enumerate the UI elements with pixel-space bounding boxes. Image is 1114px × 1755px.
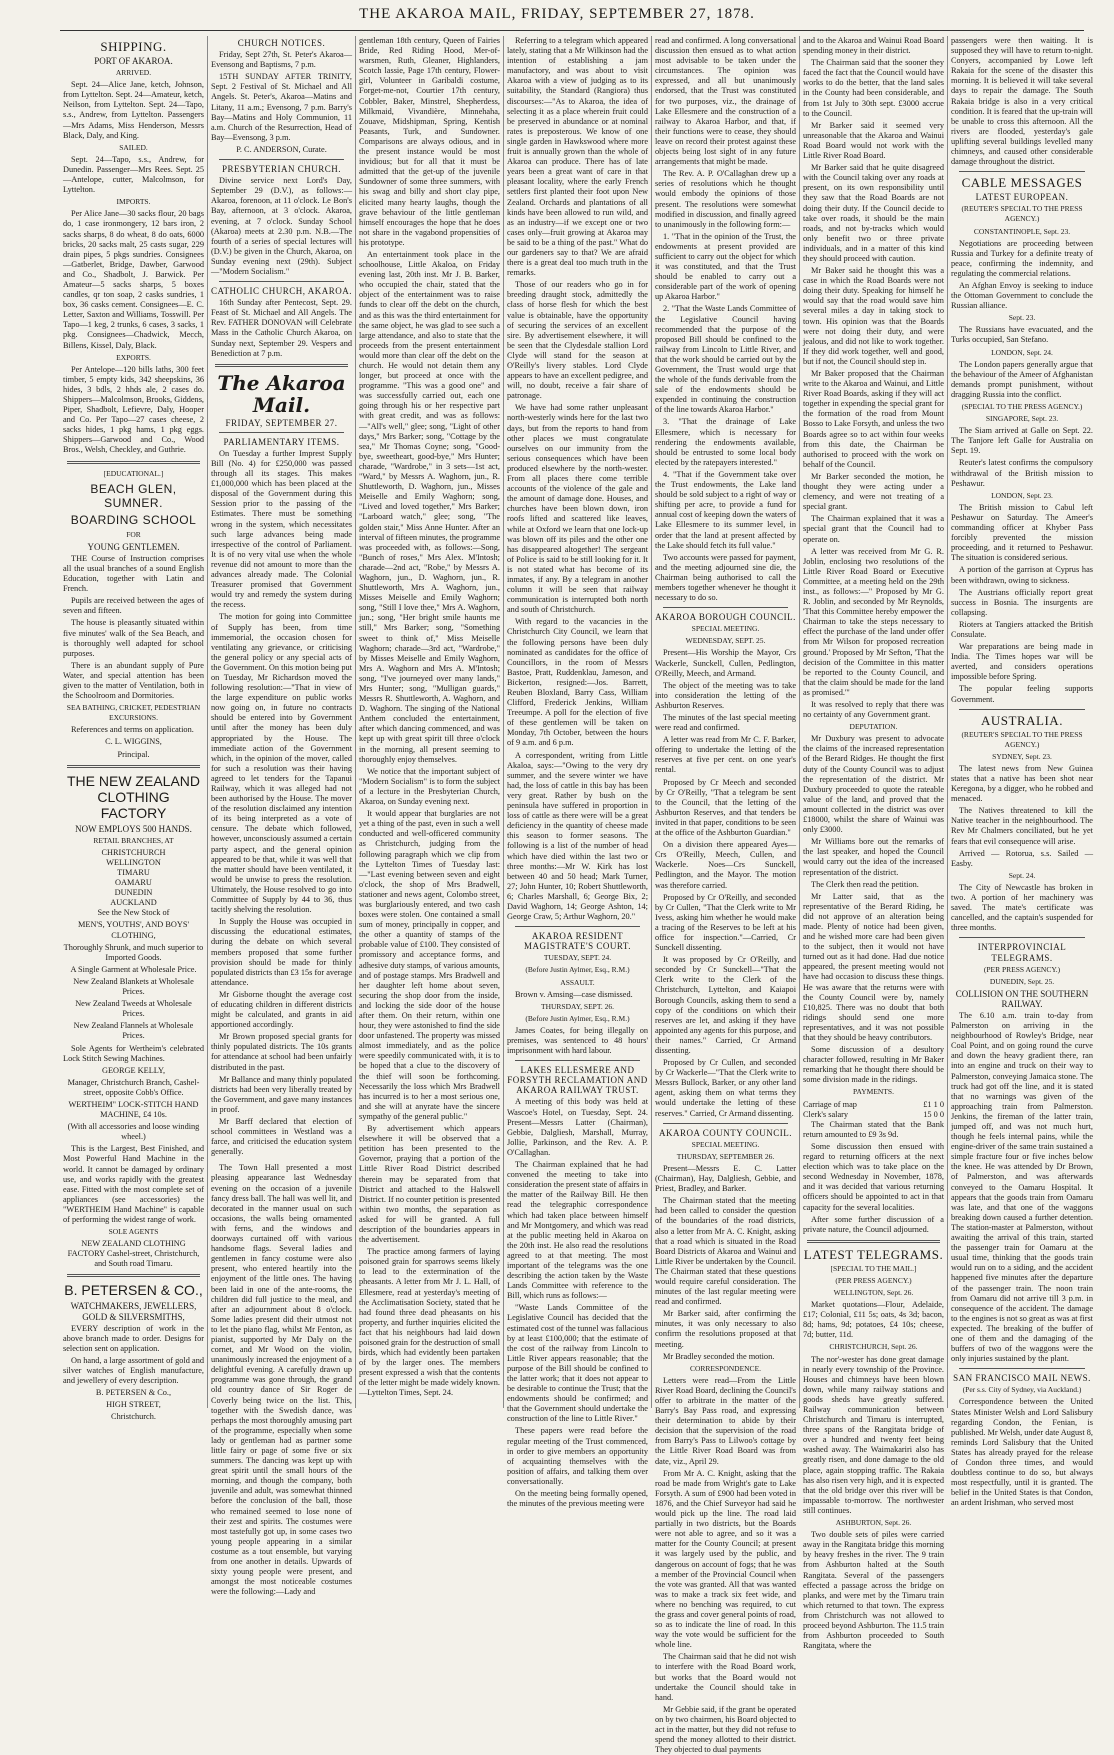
county-text-cont: Mr Baker said he thought this was a case in which the Road Boards were not doing their duty. Speaking for himself he would say that the road would save him several miles a day in taking stock to town. His opinion was that the Boards were not doing their duty, and were jealous, and did not like to work together. If they did work together, well and good, but if not, the Council should step in.	[803, 266, 944, 366]
borough-text: Proposed by Cr Meech and seconded by Cr O'Reilly, "That a telegram be sent to the Council, that the letting of the Ashburton Reserves, and that tenders be invited in that paper, conditions to be seen at the office of the Ashburton Guardian."	[655, 777, 796, 838]
lakes-text-2: The Chairman explained that he had convened the meeting to take into consideration the present state of affairs in the matter of the Railway Bill. He then read the telegraphic correspondence which had taken place between himself and Mr Montgomery, and which was read at the public meeting held in Akaroa on the 20th inst. He also read the resolutions agreed to at that meeting. The most important of the telegrams was the one describing the action taken by the Waste Lands Committee with reference to the Bill, which runs as follows:—	[507, 1160, 648, 1301]
article-text: Those of our readers who go in for breeding draught stock, admittedly the class of horse flesh for which the best value is obtainable, have the opportunity of securing the services of an excellent sire. By advertisement elsewhere, it will be seen that the Clydesdale stallion Lord Clyde will stand for the season at O'Reilly's livery stables. Lord Clyde appears to have an excellent pedigree, and will, no doubt, receive a fair share of patronage.	[507, 280, 648, 401]
cable-dateline: LONDON, Sept. 23.	[991, 490, 1053, 500]
borough-sub: SPECIAL MEETING.	[691, 624, 760, 634]
telegram-dateline: WELLINGTON, Sept. 26.	[833, 1287, 914, 1297]
masthead: The Akaroa Mail.	[217, 370, 346, 417]
cable-text: An Afghan Envoy is seeking to induce the Ottoman Government to conclude the Russian alliance.	[951, 280, 1093, 311]
petersen-signature: B. PETERSEN & Co.,	[95, 1388, 172, 1398]
county-text-cont: Some discussion then ensued with regard to returning officers at the next election which was to take place on the second Wednesday in November, 1878, and it was decided that various returning officers should be appointed to act in that capacity for the several localities.	[803, 1141, 944, 1212]
clothing-employs: NOW EMPLOYS 500 HANDS.	[75, 823, 192, 834]
cable-text: Rioters at Tangiers attacked the British Consulate.	[951, 619, 1093, 639]
borough-text: The minutes of the last special meeting were read and confirmed.	[655, 713, 796, 733]
divider	[959, 1368, 1085, 1369]
presbyterian-heading: PRESBYTERIAN CHURCH.	[221, 164, 341, 175]
town-list	[63, 848, 204, 909]
cable-text: War preparations are being made in India. The Times hopes war will be averted, and considers operations impossible before Spring.	[951, 642, 1093, 682]
australia-heading: AUSTRALIA.	[981, 712, 1063, 728]
column-2	[208, 36, 356, 1597]
lakes-text-3: "Waste Lands Committee of the Legislative Council has decided that the estimated cost of the tunnel was fallacious by at least £100,000; that the estimate of the cost of the railway from Lincoln to Little River appears reasonable; that the purpose of the Bill should be confined to the latter work; that it does not appear to be desirable to continue the Trust; that the endowments should be confirmed; and that the Government should undertake the construction of the line to Little River."	[507, 1303, 648, 1424]
county-text: The Chairman said that he did not wish to interfere with the Road Board work, but works that the Board would not undertake the Council should take in hand.	[655, 1652, 796, 1702]
divider	[959, 171, 1085, 172]
clothing-stock-2: MEN'S, YOUTHS', AND BOYS' CLOTHING,	[78, 920, 189, 940]
magistrate-before-1: (Before Justin Aylmer, Esq., R.M.)	[525, 965, 630, 975]
lakes-text-4: These papers were read before the regular meeting of the Trust commenced, in order to give members an opportunity of acquainting themselves with the position of affairs, and talking them over conversationally.	[507, 1426, 648, 1486]
borough-heading: AKAROA BOROUGH COUNCIL.	[655, 612, 796, 623]
borough-text: Proposed by Cr Cullen, and seconded by Cr Wackerle—"That the Clerk write to Messrs Bullock, Barker, or any other land agent, asking them on what terms they would undertake the letting of these reserves." Carried, Cr Armand dissenting.	[655, 1058, 796, 1118]
county-text-cont: Mr Baker proposed that the Chairman write to the Akaroa and Wainui, and Little River Road Boards, asking if they will act together in expending the special grant for the formation of the road from Mount Bosso to Lake Forsyth, and unless the two Boards agree so to act within four weeks from this date, the Chairman be authorised to proceed with the work on behalf of the Council.	[803, 369, 944, 469]
lakes-text-1: A meeting of this body was held at Wascoe's Hotel, on Tuesday, Sept. 24. Present—Messrs Latter (Chairman), Gebbie, Dalgliesh, Marshall, Murray, Jollie, Parkinson, and the Rev. A. P. O'Callaghan.	[507, 1097, 648, 1157]
county-text: Mr Gebbie said, if the grant be operated on by two chairmen, his Board objected to act in the matter, but they did not refuse to spend the money allotted to their district. They objected to dual payments	[655, 1704, 797, 1755]
church-notices-text-2: 15TH SUNDAY AFTER TRINITY, Sept. 2 Festival of St. Michael and All Angels. St. Peter's, Akaroa—Matins and Litany, 11 a.m.; Evensong, 7 p.m. Barry's Bay—Matins and Holy Communion, 11 a.m. Church of the Resurrection, Head of Bay—Evensong, 3 p.m.	[211, 72, 352, 142]
borough-text: Present—His Worship the Mayor, Crs Wackerle, Sunckell, Cullen, Pedlington, O'Reilly, Meech, and Armand.	[655, 648, 796, 678]
magistrate-date-2: THURSDAY, SEPT. 26.	[540, 1001, 614, 1011]
county-text-cont: It was resolved to reply that there was no certainty of any Government grant.	[803, 700, 944, 720]
county-text: The Chairman stated that the meeting had been called to consider the question of the boundaries of the road districts, also a letter from Mr A. C. Knight, asking that a road which is situated in the Road Board Districts of Akaroa and Wainui and Little River be undertaken by the Council. The Chairman stated that these questions would require careful consideration. The minutes of the last regular meeting were read and confirmed.	[655, 1196, 796, 1307]
county-text: Mr Bradley seconded the motion.	[663, 1351, 775, 1361]
article-text: The practice among farmers of laying poisoned grain for sparrows seems likely to lead to the extermination of the pheasants. A letter from Mr J. L. Hall, of Ellesmere, read at yesterday's meeting of the Acclimatisation Society, stated that he had found three dead pheasants on his property, and further inquiries elicited the fact that his neighbours had laid down poisoned grain for the destruction of small birds, which had evidently been partaken of by the larger ones. The members present expressed a wish that the contents of the letter might be made widely known.—Lyttelton Times, Sept. 24.	[359, 1247, 501, 1398]
telegram-text: The nor'-wester has done great damage in nearly every township of the Province. Houses and chimneys have been blown down, while many railway stations and goods sheds have greatly suffered. Railway communication between Christchurch and Timaru is interrupted, three spans of the Rangitata bridge of over a hundred and twenty feet being washed away. The Waimakariri also has greatly risen, and done damage to the old place, again stopping traffic. The Rakaia has also risen very high, and it is expected that the old bridge over this river will be impassable to-morrow. The northwester still continues.	[803, 1354, 944, 1515]
divider	[959, 709, 1085, 710]
sole-agents: SOLE AGENTS	[108, 1227, 159, 1237]
petersen-city: Christchurch.	[111, 1412, 156, 1422]
cable-dateline: CONSTANTINOPLE, Sept. 23.	[973, 226, 1071, 236]
telegram-text-cont: passengers were then waiting. It is supposed they will have to return to-night. Conyers, accompanied by Lowe left Rakaia for the scene of the disaster this morning. It is believed it will take several days to repair the damage. The South Rakaia bridge is also in a very critical condition. It is feared that the up-train will be unable to cross this afternoon. All the rivers are flooded, yesterday's gale uplifting several buildings levelled many chimneys, and caused other considerable damage throughout the district.	[951, 36, 1093, 167]
school-text-4: There is an abundant supply of Pure Water, and special attention has been given to the matter of Ventilation, both in the Schoolroom and Dormitories.	[63, 660, 204, 701]
magistrate-assault: ASSAULT.	[560, 977, 595, 987]
petersen-address: HIGH STREET,	[106, 1400, 161, 1410]
parliamentary-text-7: Mr Barff declared that election of school committees in Westland was a farce, and criticised the education system generally.	[211, 1117, 352, 1157]
clothing-factory-title: THE NEW ZEALAND CLOTHING FACTORY	[66, 772, 200, 821]
catholic-heading: CATHOLIC CHURCH, AKAROA.	[211, 286, 353, 297]
county-text-cont: and to the Akaroa and Wainui Road Board spending money in their district.	[803, 36, 944, 56]
county-text: Present—Messrs E. C. Latter (Chairman), Hay, Dalgliesh, Gebbie, and Priest, Bradley, and Barker.	[655, 1163, 796, 1194]
divider	[219, 159, 344, 160]
australia-reuter: (REUTER'S SPECIAL TO THE PRESS AGENCY.)	[961, 729, 1083, 749]
cable-sub: LATEST EUROPEAN.	[975, 192, 1069, 203]
clothing-single: A Single Garment at Wholesale Price.	[70, 964, 197, 974]
lakes-text-cont: read and confirmed. A long conversational discussion then ensued as to what action most advisable to be taken under the circumstances. The opinion was expressed, and all but unanimously endorsed, that the Trust was constituted for two purposes, viz., the drainage of Lake Ellesmere and the construction of a railway to Akaroa Harbor, and that, if their functions were to cease, they should leave on record their protest against these objects being lost sight of in any future arrangements that might be made.	[655, 36, 797, 167]
parliamentary-heading: PARLIAMENTARY ITEMS.	[223, 436, 340, 447]
town-item: AUCKLAND	[110, 898, 157, 908]
town-item: OAMARU	[115, 878, 152, 888]
county-sub: SPECIAL MEETING.	[691, 1139, 760, 1149]
school-principal-title: Principal.	[117, 749, 150, 759]
church-notices-heading: CHURCH NOTICES.	[237, 38, 326, 48]
school-name: BEACH GLEN, SUMNER.	[90, 481, 177, 510]
cable-text: Reuter's latest confirms the compulsory withdrawal of the British mission to Peshawur.	[951, 458, 1093, 488]
cable-dateline: Sept. 23.	[1008, 313, 1036, 323]
resolution-1: 1. "That in the opinion of the Trust, the endowments at present provided are sufficient to carry out the object for which it was constituted, and that the Trust should be enabled to carry out a considerable part of the work of opening up Akaroa Harbor."	[655, 231, 796, 302]
column-6	[800, 36, 948, 1651]
resolution-2: 2. "That the Waste Lands Committee of the Legislative Council having recommended that the purpose of the proposed Bill should be confined to the railway from Lincoln to Little River, and that the work should be carried out by the Government, the Trust would urge that the whole of the funds derivable from the sale of the endowments should be expended in continuing the construction of the line towards Akaroa Harbor."	[655, 304, 796, 415]
latest-agency: (PER PRESS AGENCY.)	[835, 1275, 912, 1285]
county-text-cont: A letter was received from Mr G. R. Joblin, enclosing two resolutions of the Little River Road Board or Executive Committee, at a meeting held on the 29th inst., as follows:—" Proposed by Mr G. R. Joblin, and seconded by Mr Reynolds, 'That this Committee hereby empower the Chairman to take the steps necessary to effect the purchase of the land under offer from Mr Wilson for proposed recreation ground.' Proposed by Mr Sefton, 'That the decision of the Committee in this matter be reported to the County Council, and that the claim should be made for the land as promised.'"	[803, 546, 944, 697]
school-text-1: THE Course of Instruction comprises all the usual branches of a sound English Education, together with Latin and French.	[63, 553, 204, 594]
wertheim-text: This is the Largest, Best Finished, and Most Powerful Hand Machine in the world. It cannot be damaged by ordinary use, and works rapidly with the greatest ease. Fitted with the most complete set of appliances (see accessories) the "WERTHEIM Hand Machine" is capable of performing the widest range of work.	[63, 1144, 204, 1224]
magistrate-before-2: (Before Justin Aylmer, Esq., R.M.)	[525, 1013, 630, 1023]
petersen-text-2: On hand, a large assortment of gold and silver watches of English manufacture, and jewellery of every description.	[63, 1355, 204, 1386]
cable-dateline: LONDON, Sept. 24.	[991, 347, 1053, 357]
parliamentary-text-5: Mr Brown proposed special grants for thinly populated districts. The 10s grants for attendance at school had been unfairly distributed in the past.	[211, 1032, 352, 1072]
cable-dateline: SINGAPORE, Sept. 23.	[985, 414, 1059, 424]
payments-heading: PAYMENTS.	[853, 1087, 894, 1097]
borough-text: A letter was read from Mr C. F. Barker, offering to undertake the letting of the reserves at five per cent. on one year's rental.	[655, 735, 796, 775]
county-text-cont: Mr Barker said that he quite disagreed with the Council taking over any roads at present, on its own responsibility until they saw that the Road Boards are not doing their duty. If the Council decide to take over roads, it should be the main roads, and not by-tracks which would only benefit two or three private individuals, and in a matter of this kind they should proceed with caution.	[803, 163, 944, 263]
interprovincial-heading: INTERPROVINCIAL TELEGRAMS.	[977, 942, 1067, 963]
county-text-cont: Some discussion of a desultory character followed, resulting in Mr Baker remarking that he thought there should be some division made in the ridings.	[803, 1045, 944, 1085]
article-text: gentleman 18th century, Queen of Fairies Bride, Red Riding Hood, Mer-of-warsmen, Ruth, Gleaner, Highlanders, Scotch lassie, Page 17th century, Flower-girl, Volunteer in Garibaldi costume, Forget-me-not, Courtier 17th century, Cobbler, Baker, Minstrel, Shepherdess, Milkmaid, Vivandière, Minnehaha, Zouave, Midshipman, Spring, Kentish Peasants, Turk, and Sundowner. Comparisons are always odious, and in the present instance would be most invidious; but for all that it must be admitted that the get-up of the juvenile Sundowner of some three summers, with his swag and billy and short clay pipe, elicited many hearty laughs, though the grave behaviour of the little gentleman himself encourages the hope that he does not share in the vagabond propensities of his prototype.	[359, 36, 500, 247]
wertheim-sub: (With all accessories and loose winding wheel.)	[67, 1122, 200, 1142]
article-text: With regard to the vacancies in the Christchurch City Council, we learn that the following persons have been duly nominated as candidates for the office of Councillors, in the room of Messrs Bastoe, Pratt, Ruddenklau, Jameson, and Bickerton, resigned:—Jos. Barrett, Reuben Bloxland, Barry Cass, William Clifford, Frederick Jenkins, William Treeumpe. A poll for the election of five of these gentlemen will be taken on Monday, 7th October, between the hours of 9 a.m. and 6 p.m.	[507, 617, 648, 748]
cable-text: Negotiations are proceeding between Russia and Turkey for a definite treaty of peace, confirming the indemnity, and regulating the commercial relations.	[951, 238, 1093, 278]
divider	[67, 765, 200, 768]
wertheim-title: WERTHEIM" LOCK-STITCH HAND MACHINE, £4 10s.	[68, 1099, 199, 1120]
town-item: CHRISTCHURCH	[101, 847, 166, 857]
school-text-3: The house is pleasantly situated within five minutes' walk of the Sea Beach, and is thoroughly well adapted for school purposes.	[63, 618, 204, 658]
petersen-title: B. PETERSEN & CO.,	[64, 1282, 203, 1299]
catholic-text: 16th Sunday after Pentecost, Sept. 29. Feast of St. Michael and All Angels. The Rev. FATHER DONOVAN will Celebrate Mass in the Catholic Church Akaroa, on Sunday next, September 29. Vespers and Benediction at 7 p.m.	[211, 298, 352, 358]
cable-text: The popular feeling supports Government.	[951, 684, 1093, 704]
collision-heading: COLLISION ON THE SOUTHERN RAILWAY.	[955, 988, 1089, 1009]
page-header: THE AKAROA MAIL, FRIDAY, SEPTEMBER 27, 1878.	[359, 6, 755, 22]
exports-heading: EXPORTS.	[116, 352, 151, 362]
australia-dateline: Sept. 24.	[1008, 870, 1036, 880]
town-item: TIMARU	[117, 868, 150, 877]
correspondence-heading: CORRESPONDENCE.	[689, 1363, 762, 1373]
column-4	[504, 36, 652, 1509]
telegram-dateline: ASHBURTON, Sept. 26.	[835, 1518, 912, 1528]
clothing-manager: GEORGE KELLY,	[101, 1065, 166, 1075]
australia-text: The City of Newcastle has broken in two. A portion of her machinery was saved. The mate's certificate was cancelled, and the captain's suspended for three months.	[951, 882, 1093, 933]
payment-row	[803, 1110, 944, 1120]
divider	[67, 1274, 200, 1277]
cable-text: The Austrians officially report great success in Bosnia. The insurgents are collapsing.	[951, 587, 1093, 617]
school-extras: SEA BATHING, CRICKET, PEDESTRIAN EXCURSIONS.	[66, 703, 201, 723]
parliamentary-text-1: On Tuesday a further Imprest Supply Bill (No. 4) for £250,000 was passed through all its stages. This makes £1,000,000 which has been placed at the disposal of the Government during this Session prior to the passing of the Estimates. There must be something wrong in the system, which necessitates such large advances being made irrespective of the control of Parliament. It is of no very vital use when the whole revenue did not amount to more than the advances already made. The Colonial Treasurer promised that Government would try and remedy the system during the recess.	[211, 448, 352, 610]
divider	[215, 364, 348, 367]
magistrate-case-1: Brown v. Amsing—case dismissed.	[515, 989, 633, 999]
payment-row	[803, 1100, 944, 1110]
latest-special: [SPECIAL TO THE MAIL.]	[830, 1263, 917, 1273]
sole-agents-text: NEW ZEALAND CLOTHING FACTORY Cashel-street, Christchurch, and South road Timaru.	[67, 1239, 200, 1269]
clothing-manager-text: Manager, Christchurch Branch, Cashel-street, opposite Cobb's Office.	[67, 1077, 200, 1097]
latest-telegrams-heading: LATEST TELEGRAMS.	[803, 1246, 944, 1262]
deputation-heading: DEPUTATION.	[849, 722, 898, 732]
borough-date: WEDNESDAY, SEPT. 25.	[685, 636, 766, 646]
county-text-cont: After some further discussion of a private nature, the Council adjourned.	[803, 1214, 944, 1234]
petersen-text-1: EVERY description of work in the above branch made to order. Designs for selection sent on application.	[63, 1323, 204, 1353]
lakes-trust-heading: LAKES ELLESMERE AND FORSYTH RECLAMATION AND AKAROA RAILWAY TRUST.	[507, 1065, 648, 1096]
sailed-text: Sept. 24—Tapo, s.s., Andrew, for Dunedin. Passenger—Mrs Rees. Sept. 25—Antelope, cutter, Malcolmson, for Lyttelton.	[63, 154, 204, 195]
school-type: BOARDING SCHOOL	[70, 512, 197, 527]
county-heading: AKAROA COUNTY COUNCIL.	[659, 1127, 792, 1138]
magistrate-heading: AKAROA RESIDENT MAGISTRATE'S COURT.	[524, 931, 631, 952]
cable-text: The Siam arrived at Galle on Sept. 22. The Tanjore left Galle for Australia on Sept. 19.	[951, 426, 1093, 456]
cable-text: The Russians have evacuated, and the Turks occupied, San Stefano.	[951, 325, 1093, 345]
column-5	[652, 36, 800, 1755]
column-1	[60, 36, 208, 1422]
clothing-stock: See the New Stock of	[97, 908, 170, 918]
parliamentary-text-3: In Supply the House was occupied in discussing the educational estimates, during the debate on which several members proposed that some further provision should be made for thinly populated districts than £3 15s for average attendance.	[211, 917, 353, 987]
interprovincial-agency: (PER PRESS AGENCY.)	[983, 964, 1061, 974]
collision-text: The 6.10 a.m. train to-day from Palmerston on arriving in the neighbourhood of Rowley's Bridge, near Coal Point, and on going round the curve and down the heavy gradient there, ran into an engine and truck on their way to Palmerston, conveying Jamaica stone. The truck had got off the line, and it is stated that no warnings was given of the approaching train from Palmerston. Jenkins, the fireman of the latter train, jumped off, and was not much hurt, though he feels internal pains, while the engine-driver of the same train sustained a simple fracture four or five inches below the knee. He was attended by Dr Brown, of Palmerston, and was afterwards conveyed to the Oamaru Hospital. It appears that the goods train from Oamaru was late, and that one of the waggons breaking down caused a further detention. The station-master at Palmerston, without awaiting the arrival of this train, started the passenger train for Oamaru at the usual time, thinking that the goods train would run on to a siding, and the accident happened five minutes after the departure of the passenger train. The noon train from Oamaru did not arrive till 3 p.m. in consequence of the accident. The damage to the engines is not so great as was at first expected. The breaking of the buffer of one of them and the damaging of the buffers of two of the waggons were the only injuries sustained by the plant.	[951, 1010, 1093, 1364]
header-rule	[60, 30, 1084, 31]
san-francisco-text: Correspondence between the United States Minister Welsh and Lord Salisbury regarding Condon, the Fenian, is published. Mr Welsh, under date August 8, reminds Lord Salisbury that the United States has already prayed for the release of Condon three times, and would doubtless continue to do so, but always most respectfully, until it is granted. The belief in the United States is that Condon, an ardent Irishman, who served most	[951, 1397, 1093, 1508]
australia-text: The Natives threatened to kill the Native teacher in the neighbourhood. The Rev Mr Chalmers conciliated, but he yet fears that evil consequence will arise.	[951, 806, 1093, 846]
parliamentary-text-2: The motion for going into Committee of Supply has been, from time immemorial, the occasion chosen for ventilating any grievance, or criticising the general policy or any special acts of the Government. On this motion being put on Tuesday, Mr Richardson moved the following resolution:—"That in view of the large expenditure on public works now going on, in future no contracts should be entered into by Government until after the money has been duly appropriated by the House. The immediate action of the Government which, in the opinion of the mover, called for such a resolution was their having agreed to let tenders for the Tapanui Railway, which it was alleged had not been authorised by the House. The mover of the resolution disclaimed any intention of its being interpreted as a vote of censure. The debate which followed, however, unconsciously assumed a certain party aspect, and the general opinion appeared to be that, while it was well that the matter should have been ventilated, it would be unwise to press the resolution. Ultimately, the House resolved to go into Committee of Supply by 44 to 36, thus tacitly shelving the resolution.	[211, 612, 352, 915]
county-text-cont: The Chairman stated that the Bank return amounted to £9 3s 9d.	[803, 1119, 944, 1139]
clothing-agents: Sole Agents for Wertheim's celebrated Lock Stitch Sewing Machines.	[63, 1043, 204, 1063]
divider	[219, 432, 344, 433]
lakes-text-5: On the meeting being formally opened, the minutes of the previous meeting were	[507, 1489, 648, 1509]
payment-amount: £1 1 0	[923, 1099, 944, 1109]
school-audience: YOUNG GENTLEMEN.	[87, 541, 180, 552]
school-text-2: Pupils are received between the ages of seven and fifteen.	[63, 596, 204, 616]
county-text: Mr Barker said, after confirming the minutes, it was only necessary to also confirm the resolutions proposed at that meeting.	[655, 1309, 796, 1349]
school-principal: C. L. WIGGINS,	[105, 737, 162, 747]
county-text-cont: Mr Barker said it seemed very unreasonable that the Akaroa and Wainui Road Board would not work with the Little River Road Board.	[803, 120, 944, 161]
payment-label: Clerk's salary	[803, 1109, 849, 1119]
telegram-dateline: CHRISTCHURCH, Sept. 26.	[829, 1342, 918, 1352]
borough-text: On a division there appeared Ayes—Crs O'Reilly, Meech, Cullen, and Wackerle. Noes—Crs Sunckell, Pedlington, and the Mayor. The motion was therefore carried.	[655, 840, 796, 890]
county-text-cont: Mr Barker seconded the motion, he thought they were acting under a clemency, and were not treating of a special grant.	[803, 471, 944, 512]
san-francisco-sub: (Per s.s. City of Sydney, via Auckland.)	[962, 1385, 1082, 1395]
divider	[663, 607, 788, 608]
county-text-cont: Mr Williams bore out the remarks of the last speaker, and hoped the Council would carry out the idea of the increased representation of the district.	[803, 837, 944, 877]
australia-dateline: SYDNEY, Sept. 23.	[992, 751, 1052, 761]
australia-text: The latest news from New Guinea states that a native has been shot near Keregona, by a digger, who he robbed and menaced.	[951, 763, 1093, 804]
cable-text: The London papers generally argue that the behaviour of the Ameer of Afghanistan demands prompt punishment, without dragging Russia into the conflict.	[951, 359, 1093, 399]
payment-label: Carriage of map	[803, 1099, 857, 1109]
column-3	[356, 36, 504, 1408]
payment-amount: 15 0 0	[923, 1109, 944, 1119]
shipping-heading: SHIPPING.	[100, 39, 167, 54]
divider	[219, 281, 344, 282]
article-text: It would appear that burglaries are not yet a thing of the past, even in such a well conducted and well-officered community as Christchurch, judging from the following paragraph which we clip from the Lyttelton Times of Tuesday last:—"Last evening between seven and eight o'clock, the shop of Mrs Bradwell, stationer and news agent, Colombo street, was burglariously entered, and two cash boxes were stolen. One contained a small sum of money, principally in copper, and the other a quantity of stamps of the probable value of £100. They consisted of promissory and acceptance forms, and adhesive duty stamps, of various amounts, and of postage stamps. Mrs Bradwell and her daughter left home about seven, securing the shop door from the inside, and locking the side door of the house after them. On their return, within one hour, they were astonished to find the side door unfastened. The property was missed almost immediately, and as the police were speedily communicated with, it is to be hoped that a clue to the discovery of the thief will soon be forthcoming. Necessarily the loss which Mrs Bradwell has incurred is to her a most serious one, and she will at anyrate have the sincere sympathy of the general public."	[359, 809, 500, 1121]
arrived-text: Sept. 24—Alice Jane, ketch, Johnson, from Lyttelton. Sept. 24—Amateur, ketch, Neilson, from Lyttelton. Sept. 24—Tapo, s.s., Andrew, from Lyttelton. Passengers—Mrs Adams, Miss Henderson, Messrs Black, Daly, and King.	[63, 80, 204, 140]
article-text: We notice that the important subject of "Modern Socialism" is to form the subject of a lecture in the Presbyterian Church, Akaroa, on Sunday evening next.	[359, 766, 500, 807]
lakes-text-end: Two accounts were passed for payment, and the meeting adjourned sine die, the Chairman being authorised to call the members together whenever he thought it necessary to do so.	[655, 552, 796, 603]
sailed-heading: SAILED.	[119, 142, 148, 152]
column-7	[948, 36, 1096, 1508]
county-text-cont: The Chairman explained that it was a special grant that the Council had to operate on.	[803, 514, 944, 544]
resolution-4: 4. "That if the Government take over the Trust endowments, the Lake land should be sold subject to a right of way or shifting per acre, to provide a fund for annual cost of keeping down the waters of Lake Ellesmere to its summer level, in order that the land at present affected by the Lake should fetch its full value."	[655, 469, 796, 550]
cable-text: The British mission to Cabul left Peshawur on Saturday. The Ameer's commanding officer at Khyber Pass forcibly prevented the mission proceeding, and it returned to Peshawur. The situation is considered serious.	[951, 502, 1093, 563]
town-item: WELLINGTON	[106, 857, 161, 867]
san-francisco-heading: SAN FRANCISCO MAIL NEWS.	[953, 1373, 1091, 1384]
borough-text: The object of the meeting was to take into consideration the letting of the Ashburton Reserves.	[655, 680, 796, 710]
divider	[67, 461, 200, 464]
county-date: THURSDAY, SEPTEMBER 26.	[676, 1151, 775, 1161]
county-text: Letters were read—From the Little River Road Board, declining the Council's offer to arbitrate in the matter of the Barry's Bay Pass road, and expressing their determination to abide by their decision that the supervision of the road from Barry's Pass to Lilwoo's cottage by the Little River Road Board was from date, viz., April 29.	[655, 1375, 796, 1466]
reuter-note: (REUTER'S SPECIAL TO THE PRESS AGENCY.)	[961, 204, 1083, 224]
county-text-cont: The Chairman said that the sooner they faced the fact that the Council would have works to do the better, that the land sales in the County had been considerable, and from 1st July to 30th sept. £3000 accrue to the Council.	[803, 58, 944, 118]
dateline: FRIDAY, SEPTEMBER 27.	[225, 417, 338, 428]
magistrate-case-2: James Coates, for being illegally on premises, was sentenced to 48 hours' imprisonment with hard labour.	[507, 1025, 648, 1056]
resolution-3: 3. "That the drainage of Lake Ellesmere, which is necessary for rendering the endowments available, should be entrusted to some local body elected by the ratepayers interested."	[655, 417, 796, 467]
county-text-cont: Mr Latter said, that as the representative of the Berard Riding, he did not approve of an alteration being made. Plenty of notice had been given, and he wished more care had been given to the subject, then it would not have turned out as it had done. Had due notice appeared, the present meeting would not have had occasion to discuss these things. He was aware that the returns were with the County Council were by, namely £10,825. There was no doubt that both ridings should send one more representatives, and it was not possible that they should be heavy contributors.	[803, 891, 944, 1042]
exports-text: Per Antelope—120 bills laths, 300 feet timber, 5 empty kids, 342 sheepskins, 36 hides, 3 bdls, 2 hhds ale, 2 cases do. Shippers—Malcolmson, Brooks, Giddens, Piper, Shadbolt, Lefievre, Daly, Hooper and Co. Per Tapo—27 cases cheese, 2 sacks hides, 1 pkg hams, 1 pkg eggs. Shippers—Garwood and Co., Wood Bros., Welsh, Checkley, and Guthrie.	[63, 364, 204, 455]
telegram-text: Market quotations—Flour, Adelaide, £17; Colonial, £11 5s; oats, 4s 3d; bacon, 8d; hams, 9d; potatoes, £4 10s; cheese, 7d; butter, 11d.	[803, 1300, 944, 1340]
australia-text: Arrived — Rotorua, s.s. Sailed — Easby.	[951, 848, 1093, 868]
county-text: From Mr A. C. Knight, asking that the road be made from Wright's gate to Lake Forsyth. A sum of £900 had been voted in 1876, and the Chief Surveyor had said he would pick up the line. The road laid partially in two districts, but the Boards were not able to agree, and so it was a matter for the County Council; at present it was largely used by the public, and dangerous on account of fogs; that he was a member of the Provincial Council when the vote was granted. All that was wanted was to make a track six feet wide, and where no benching was required, to cut the grass and cover general points of road, so as to indicate the line of road. In this way the vote would be sufficient for the whole line.	[655, 1468, 796, 1650]
cable-messages-heading: CABLE MESSAGES	[961, 175, 1083, 191]
town-hall-text: The Town Hall presented a most pleasing appearance last Wednesday evening on the occasion of a juvenile fancy dress ball. The hall was well lit, and decorated in the manner usual on such occasions, the walls being ornamented with ferns, and the windows and doorways curtained off with various handsome flags. Several ladies and gentlemen in fancy costume were also present, who entered heartily into the enjoyment of the little ones. The having been laid in one of the ante-rooms, the children did full justice to the meal, and after an adjournment about 8 o'clock. Some ladies present did their utmost not to let the piano flag, whilst Mr Fenton, as pianist, supported by Mr Daly on the cornet, and Mr Wood on the violin, unanimously increased the enjoyment of a delightful evening. A carefully drawn up programme was gone through, the grand old country dance of Sir Roger de Coverly being twice on the list. This, together with the Swedish dance, was perhaps the most thoroughly amusing part of the programme, especially when some lady or gentleman had as partner some little fairy or page of some five or six summers. The dancing was kept up with great spirit until the small hours of the morning, and though the company, both juvenile and adult, was somewhat thinned before the conclusion of the ball, those who remained seemed to lose none of their zest and spirits. The costumes were most tastefully got up, in some cases two young people appearing in a similar costume as a tout ensemble, but varying from one another in details. Upwards of sixty young people were present, and amongst the most noticeable costumes were the following:—Lady and	[211, 1163, 352, 1597]
columns	[60, 36, 1096, 1755]
petersen-sub: WATCHMAKERS, JEWELLERS, GOLD & SILVERSMITHS,	[70, 1301, 197, 1322]
county-text-cont: The Clerk then read the petition.	[811, 879, 919, 889]
article-text: By advertisement which appears elsewhere it will be observed that a petition has been presented to the Governor, praying that a portion of the Little River Road District described therein may be separated from that District and attached to the Halswell District. If no counter petition is presented within two months, the separation as asked for will be granted. A full description of the boundaries appears in the advertisement.	[359, 1124, 500, 1245]
presbyterian-text: Divine service next Lord's Day, September 29 (D.V.), as follows:—Akaroa, forenoon, at 11 o'clock. Le Bon's Bay, afternoon, at 3 o'clock. Akaroa, evening, at 7 o'clock. Sunday School (Akaroa) meets at 2.30 p.m. N.B.—The fourth of a series of special lectures will (D.V.) be given in the Church, Akaroa, on Sunday evening next (29th). Subject—"Modern Socialism."	[211, 176, 352, 276]
educational-tag: [EDUCATIONAL.]	[103, 468, 164, 478]
school-refs: References and terms on application.	[71, 725, 194, 735]
divider	[515, 926, 640, 927]
port-heading: PORT OF AKAROA.	[94, 56, 173, 66]
clothing-flannels: New Zealand Flannels at Wholesale Prices.	[73, 1021, 194, 1041]
clothing-blankets: New Zealand Blankets at Wholesale Prices.	[73, 976, 194, 997]
church-notices-text-1: Friday, Sept 27th, St. Peter's Akaroa—Evensong and Baptisms, 7 p.m.	[211, 50, 352, 70]
imports-text: Per Alice Jane—30 sacks flour, 20 bags do, 1 case ironmongery, 12 bars iron, 2 sacks sharps, 8 do wheat, 8 do oats, 6000 bricks, 20 sacks malt, 25 casts sugar, 229 drain pipes, 5 pkgs sundries. Consignees—Gatberlet, Bridge, Dawber, Garwood and Co., Shadbolt, J. Barwick. Per Amateur—5 sacks sharps, 5 boxes candles, qr ton soap, 2 casks sundries, 1 box, 36 casks cement. Consignees—E. C. Letter, Saxton and Williams, Tosswill. Per Tapo—1 keg, 2 trunks, 6 cases, 3 sacks, 1 pkg. Consignees—Chadwick, Mecch, Billens, Kissel, Daly, Black.	[63, 209, 204, 350]
divider	[663, 1123, 788, 1124]
church-notices-signature: P. C. ANDERSON, Curate.	[236, 144, 327, 154]
cable-text: A portion of the garrison at Cyprus has been withdrawn, owing to sickness.	[951, 565, 1093, 585]
county-text-cont: Mr Duxbury was present to advocate the claims of the increased representation of the Berard Ridges. He thought the first duty of the County Council was to adjust the representation of the district. Mr Duxbury proceeded to quote the rateable value of the land, and proved that the amount collected in the district was over £18000, whilst the share of Wainui was only £3000.	[803, 734, 944, 835]
clothing-tweeds: New Zealand Tweeds at Wholesale Prices.	[75, 999, 192, 1019]
school-for: FOR	[126, 529, 141, 539]
arrived-heading: ARRIVED.	[115, 68, 152, 78]
clothing-stock-3: Thoroughly Shrunk, and much superior to Imported Goods.	[63, 942, 204, 962]
telegram-text: Two double sets of piles were carried away in the Rangitata bridge this morning by heavy freshes in the river. The 9 train from Ashburton halted at the South Rangitata. Several of the passengers effected a passage across the bridge on planks, and were met by the Timaru train which returned to that town. The express from Christchurch was not allowed to proceed beyond Ashburton. The 11.5 train from Ashburton proceeded to South Rangitata, where the	[803, 1530, 944, 1651]
lakes-text-cont: The Rev. A. P. O'Callaghan drew up a series of resolutions which he thought would embody the opinions of those present. The resolutions were somewhat modified in discussion, and finally agreed to unanimously in the following form:—	[655, 169, 796, 229]
clothing-branches: RETAIL BRANCHES, AT	[93, 835, 174, 845]
borough-text: It was proposed by Cr O'Reilly, and seconded by Cr Sunckell—"That the Clerk write to the Clerk of the Christchurch, Lyttelton, and Kaiapoi Borough Councils, asking them to send a copy of the conditions on which their reserves are let, and asking if they have appointed any agents for this purpose, and their names." Carried, Cr Armand dissenting.	[655, 955, 796, 1055]
imports-heading: IMPORTS.	[116, 197, 151, 207]
divider	[959, 937, 1085, 938]
article-text: Referring to a telegram which appeared lately, stating that a Mr Wilkinson had the intention of establishing a jam manufactory, and was about to visit Akaroa with a view of judging as to its suitability, the Standard (Rangiora) thus discourses:—"As to Akaroa, the idea of selecting it as a place wherein fruit could be preserved in abundance or at nominal rates is preposterous. We know of one single garden in Hawkswood where more fruit is annually grown than the whole of Akaroa can produce. There has of late years been a great want of care in that pleasant locality, where the early French settlers first planted their foot upon New Zealand. Orchards and plantations of all kinds have been allowed to run wild, and as an industry—if we except one or two cases only—fruit growing at Akaroa may be said to be a thing of the past." What do our gardeners say to that? We are afraid there is a great deal too much truth in the remarks.	[507, 36, 648, 278]
parliamentary-text-4: Mr Gisborne thought the average cost of educating children in different districts might be calculated, and grants in aid apportioned accordingly.	[211, 989, 352, 1030]
interprovincial-dateline: DUNEDIN, Sept. 25.	[989, 976, 1055, 986]
divider	[515, 1060, 640, 1061]
divider	[807, 1240, 940, 1243]
parliamentary-text-6: Mr Ballance and many thinly populated districts had been very liberally treated by the Government, and gave many instances in proof.	[211, 1074, 352, 1114]
town-item: DUNEDIN	[114, 888, 153, 898]
magistrate-date-1: TUESDAY, SEPT. 24.	[543, 953, 612, 963]
article-text: We have had some rather unpleasant north-westerly winds here for the last two days, but from the reports to hand from other places we must congratulate ourselves on our immunity from the serious consequences which have been produced elsewhere by the north-wester. From all places there come terrible accounts of the violence of the gale and the amount of damage done. Houses, and churches have been blown down, iron roofs lifted and scattered like leaves, while at Oxford we learn that one lock-up was blown off its piles and the other one has disappeared altogether! The sergeant of Police is said to be still looking for it. It is not stated what has become of its inmates, if any. By a telegram in another column it will be seen that railway communication is interrupted both north and south of Christchurch.	[507, 403, 648, 615]
cable-special: (SPECIAL TO THE PRESS AGENCY.)	[961, 402, 1083, 411]
article-text: A correspondent, writing from Little Akaloa, says:—"Owing to the very dry summer, and the severe winter we have had, the loss of cattle in this bay has been very great. Rather by bush on the peninsula have suffered in proportion in loss of cattle as there were will be a great deficiency in the quantity of cheese made this season to former seasons. The following is a list of the number of head which have died within the last two or three months:—Mr W. Kirk has lost between 40 and 50 head; Mark Turner, 27; John Hunter, 10; Robert Shuttleworth, 6; Charles Marshall, 6; George Bix, 2; David Waghorn, 14; George Ashton, 14; George Craw, 5; Arthur Waghorn, 20."	[507, 750, 648, 922]
borough-text: Proposed by Cr O'Reilly, and seconded by Cr Cullen, "That the Clerk write to Mr Ivess, asking him whether he would make a tracing of the Reserves to be left at his office for inspection."—Carried, Cr Sunckell dissenting.	[655, 892, 796, 953]
article-text: An entertainment took place in the schoolhouse, Little Akaloa, on Friday evening last, 20th inst. Mr J. B. Barker, who occupied the chair, stated that the object of the entertainment was to raise funds to clear off the debt on the church, and as this was the third entertainment for the same object, he was glad to see such a large attendance, and also to state that the proceeds from the present entertainment would more than clear off the debt on the church. He would not detain them any longer, but proceed at once with the programme. "This was a good one" and was successfully carried out, each one going through his or her respective part with great credit, and was as follows:—"All's well," glee; song, "Light of other days," Mrs Barker; song, "Cottage by the sea," Mr Thomas Coyne; song, "Good-bye, sweetheart, good-bye," Mrs Hunter; charade, "Wardrobe," in 3 sets—1st act, "Ward," by Messrs A. Waghorn, jun., R. Shuttleworth, D. Waghorn, jun., Misses Meiselle and Emily Waghorn; song, "Lived and loved together," Mrs Barker; "Larboard watch," glee; song, "The golden stair," Miss Anne Hunter. After an interval of fifteen minutes, the programme was proceeded with, as follows:—Song, "Bunch of roses," Mrs Alex. M'Intosh; charade—2nd act, "Robe," by Messrs A. Waghorn, jun., D. Waghorn, jun., R. Shuttleworth, Mrs A. Waghorn, jun., Misses Meiselle and Emily Waghorn; song, "Still I love thee," Mrs A. Waghorn, jun.; song, "Her bright smile haunts me still," Mrs Barker; song, "Something sweet to think of," Miss Meiselle Waghorn; charade—3rd act, "Wardrobe," by Misses Meiselle and Emily Waghorn, Mrs A. Waghorn and Mrs A. M'Intosh; song, "I've journeyed over many lands," Mrs Hunter; song, "Mulligan guards," Messrs R. Shuttleworth, A. Waghorn, and D. Waghorn. The singing of the National Anthem concluded the entertainment, after which dancing commenced, and was kept up with great spirit till three o'clock in the morning, all present seeming to thoroughly enjoy themselves.	[359, 249, 500, 764]
